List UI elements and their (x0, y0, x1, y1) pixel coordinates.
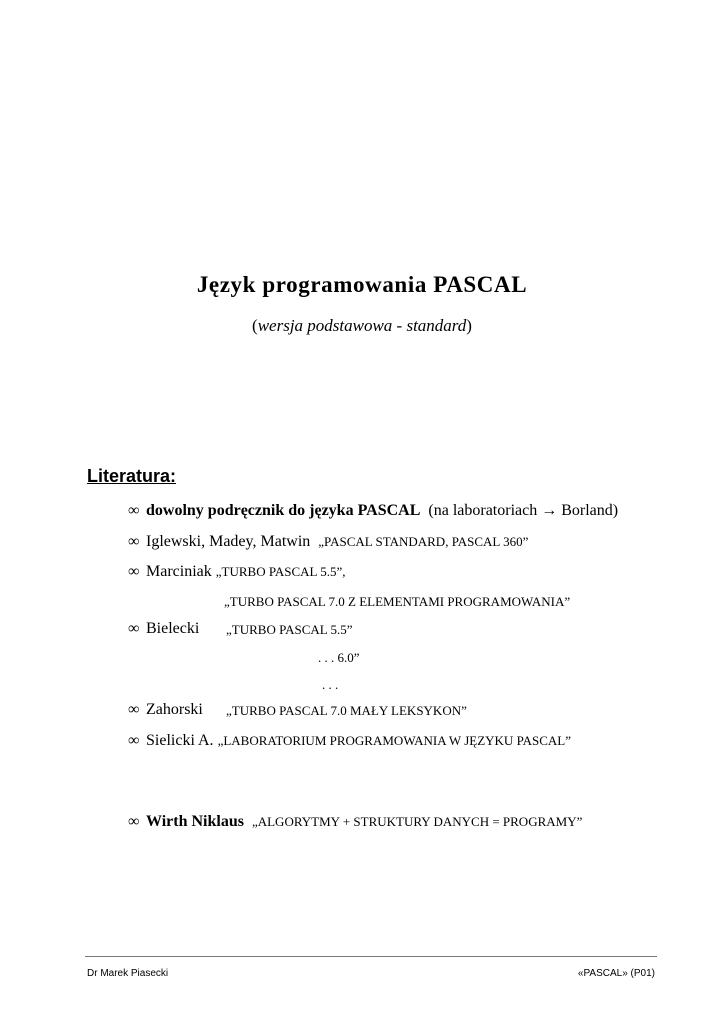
document-title: Język programowania PASCAL (196, 272, 528, 297)
item-book: „ALGORYTMY + STRUKTURY DANYCH = PROGRAMY” (251, 814, 583, 829)
footer-page-id: «PASCAL» (P01) (577, 968, 655, 979)
item-note: (na laboratoriach → Borland) (428, 502, 619, 519)
item-book: „LABORATORIUM PROGRAMOWANIA W JĘZYKU PASCAL” (217, 733, 571, 748)
list-item (128, 533, 528, 551)
item-author: Wirth Niklaus (146, 813, 244, 830)
item-author: Bielecki (146, 620, 200, 637)
list-item (128, 813, 582, 831)
item-book: „TURBO PASCAL 5.5”, (215, 564, 346, 579)
infinity-bullet-icon: ∞ (128, 620, 140, 637)
item-author: Sielicki A. (146, 732, 214, 749)
list-item (128, 701, 203, 719)
infinity-bullet-icon: ∞ (128, 563, 140, 580)
item-ellipsis: . . . (322, 677, 339, 692)
footer-divider (85, 956, 657, 957)
footer-author: Dr Marek Piasecki (87, 968, 169, 979)
document-subtitle (0, 316, 724, 336)
subtitle-italic: wersja podstawowa - standard (257, 316, 467, 335)
list-item (128, 620, 199, 638)
list-item (128, 502, 618, 520)
infinity-bullet-icon: ∞ (128, 533, 140, 550)
item-book-continuation: „TURBO PASCAL 7.0 Z ELEMENTAMI PROGRAMOWANIA” (224, 594, 571, 609)
literature-heading: Literatura: (87, 466, 177, 486)
list-item (128, 732, 571, 750)
item-author: Zahorski (146, 701, 203, 718)
infinity-bullet-icon: ∞ (128, 732, 140, 749)
item-book: „PASCAL STANDARD, PASCAL 360” (318, 534, 529, 549)
item-book: „TURBO PASCAL 5.5” (226, 622, 353, 637)
item-book-continuation: . . . 6.0” (318, 650, 360, 665)
subtitle-open: ( (252, 316, 258, 335)
list-item (128, 563, 346, 581)
infinity-bullet-icon: ∞ (128, 701, 140, 718)
item-author: Marciniak (146, 563, 212, 580)
item-author: Iglewski, Madey, Matwin (146, 533, 311, 550)
infinity-bullet-icon: ∞ (128, 502, 140, 519)
item-book: „TURBO PASCAL 7.0 MAŁY LEKSYKON” (226, 703, 467, 718)
infinity-bullet-icon: ∞ (128, 813, 140, 830)
item-bold-text: dowolny podręcznik do języka PASCAL (146, 502, 421, 519)
subtitle-close: ) (466, 316, 472, 335)
